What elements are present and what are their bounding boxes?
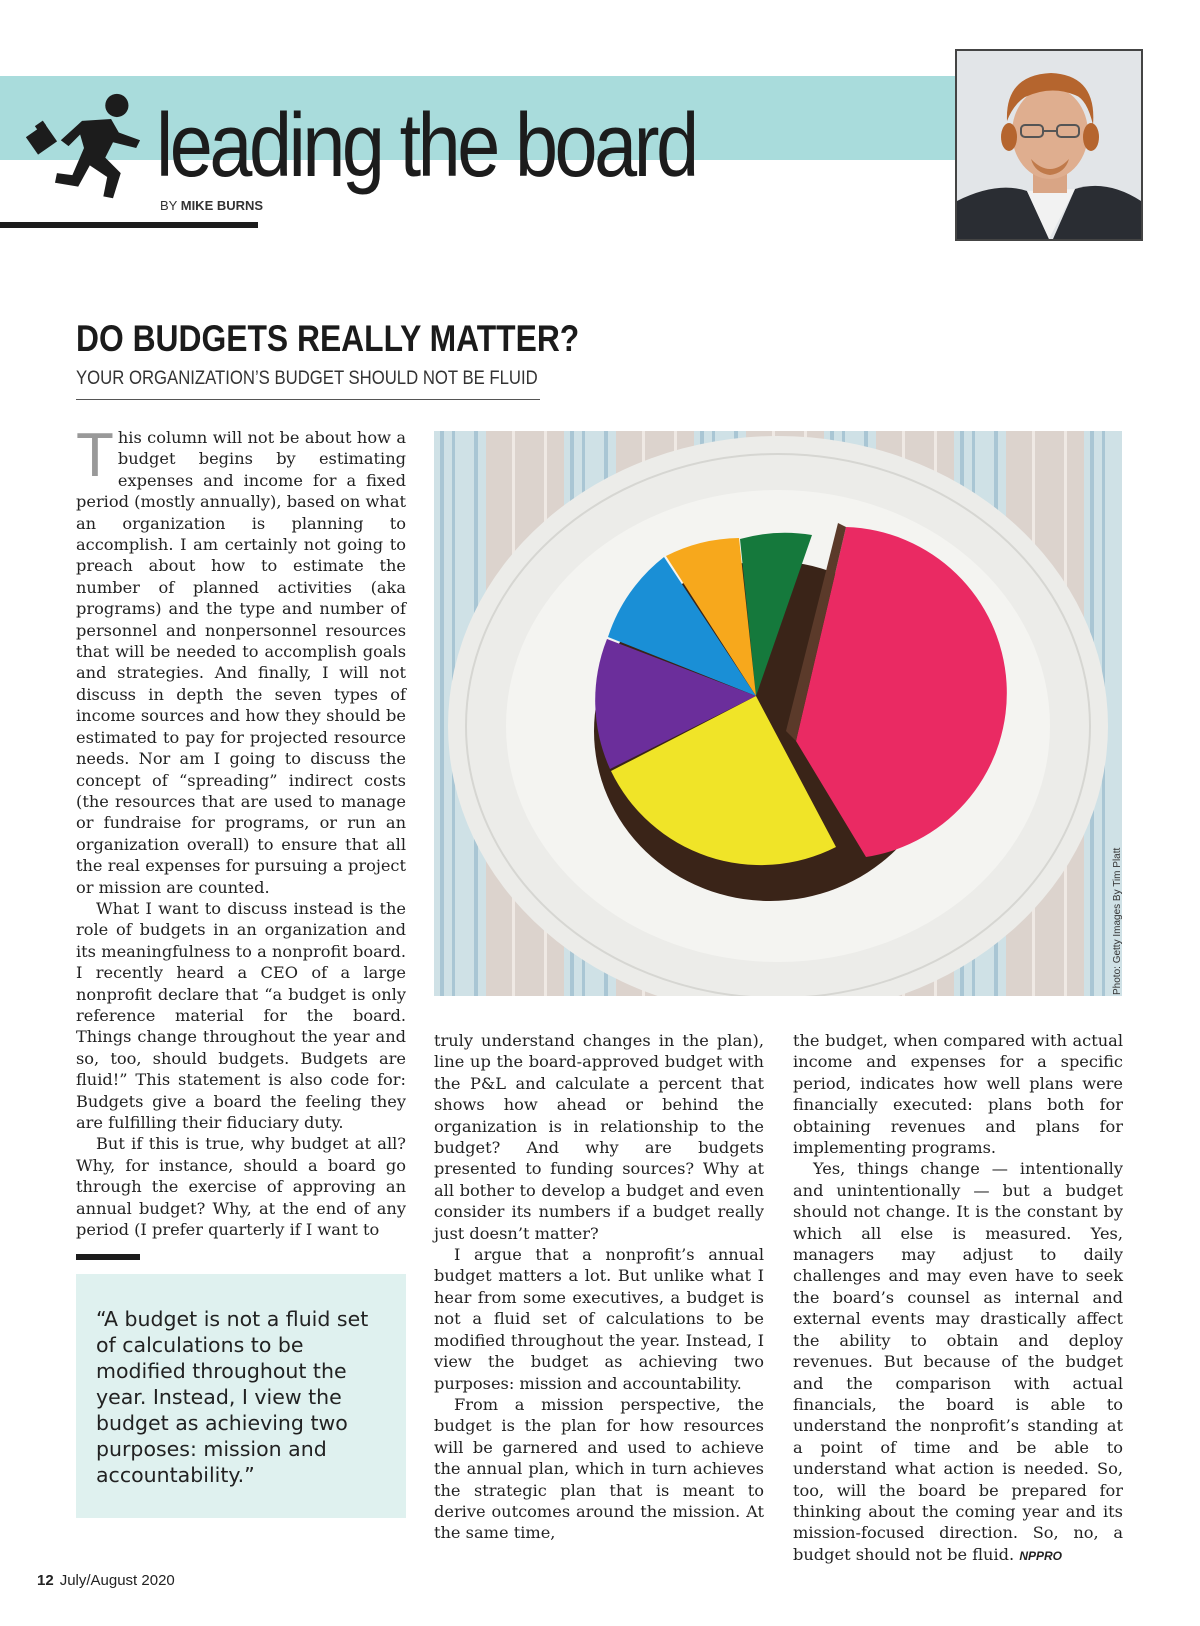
department-title: leading the board bbox=[156, 96, 696, 196]
article-column-1 bbox=[76, 421, 406, 1240]
paragraph: This column will not be about how a budget begins by estimating expenses and income for a fixed period (mostly annually), based on what an organization is planning to accomplish. I am certainly not going to preach about how to estimate the number of planned activities (aka programs) and the type and number of personnel and nonpersonnel resources that will be needed to accomplish goals and strategies. And finally, I will not discuss in depth the seven types of income sources and how they should be estimated to pay for projected resource needs. Nor am I going to discuss the concept of “spreading” indirect costs (the resources that are used to manage or fundraise for programs, or run an organization overall) to ensure that all the real expenses for pursuing a project or mission are counted. bbox=[76, 421, 406, 897]
paragraph: But if this is true, why budget at all? Why, for instance, should a board go through the exercise of approving an annual budget? Why, at the end of any period (I prefer quarterly if I want to bbox=[76, 1134, 406, 1240]
running-man-icon bbox=[26, 90, 142, 206]
department-rule bbox=[0, 222, 258, 228]
article-headline: DO BUDGETS REALLY MATTER? bbox=[76, 318, 580, 359]
drop-cap: T bbox=[76, 421, 114, 490]
paragraph: truly understand changes in the plan), line up the board-approved budget with the P&L and calculate a percent that shows how ahead or behind the organization is in relationship to the budget? And why are budgets presented to funding sources? Why at all bother to develop a budget and even consider its numbers if a budget really just doesn’t matter? bbox=[434, 1031, 764, 1243]
byline: BY MIKE BURNS bbox=[160, 198, 264, 213]
pie-cake-photo bbox=[434, 431, 1122, 996]
author-name: MIKE BURNS bbox=[180, 198, 264, 213]
article-subhead: YOUR ORGANIZATION’S BUDGET SHOULD NOT BE FLUID bbox=[76, 368, 538, 389]
page-number: 12 bbox=[37, 1572, 54, 1589]
article-column-3 bbox=[793, 1030, 1123, 1567]
paragraph: I argue that a nonprofit’s annual budget matters a lot. But unlike what I hear from some executives, a budget is not a fluid set of calculations to be modified throughout the year. Instead, I view the budget as achieving two purposes: mission and accountability. bbox=[434, 1245, 764, 1393]
paragraph: From a mission perspective, the budget is the plan for how resources will be garnered and used to achieve the annual plan, which in turn achieves the strategic plan that is meant to derive outcomes around the mission. At the same time, bbox=[434, 1394, 764, 1543]
signoff: NPPRO bbox=[1019, 1548, 1062, 1563]
page-footer bbox=[37, 1572, 175, 1589]
issue-date: July/August 2020 bbox=[59, 1572, 175, 1589]
pullquote-text: “A budget is not a fluid set of calculations to be modified throughout the year. Instead, I view the budget as achieving two purposes: mission and accountability.” bbox=[96, 1307, 369, 1487]
subhead-rule bbox=[76, 399, 540, 400]
paragraph: What I want to discuss instead is the role of budgets in an organization and its meaningfulness to a nonprofit board. I recently heard a CEO of a large nonprofit declare that “a budget is only reference material for the board. Things change throughout the year and so, too, should budgets. Budgets are fluid!” This statement is also code for: Budgets give a board the feeling they are fulfilling their fiduciary duty. bbox=[76, 898, 406, 1132]
pullquote-box bbox=[76, 1274, 406, 1518]
paragraph: the budget, when compared with actual income and expenses for a specific period, indicates how well plans were financially executed: plans both for obtaining revenues and plans for implementing programs. bbox=[793, 1031, 1123, 1158]
article-column-2 bbox=[434, 1030, 764, 1544]
photo-credit: Photo: Getty Images By Tim Platt bbox=[1112, 847, 1123, 995]
pullquote-rule bbox=[76, 1254, 140, 1260]
paragraph: Yes, things change — intentionally and unintentionally — but a budget should not change. It is the constant by which all else is measured. Yes, managers may adjust to daily challenges and may even have to seek the board’s counsel as internal and external events may drastically affect the ability to obtain and deploy revenues. But because of the budget and the comparison with actual financials, the board is able to understand the nonprofit’s standing at a point of time and be able to understand what action is needed. So, too, will the board be prepared for thinking about the coming year and its mission-focused direction. So, no, a budget should not be fluid. NPPRO bbox=[793, 1159, 1123, 1564]
author-photo bbox=[955, 49, 1143, 241]
